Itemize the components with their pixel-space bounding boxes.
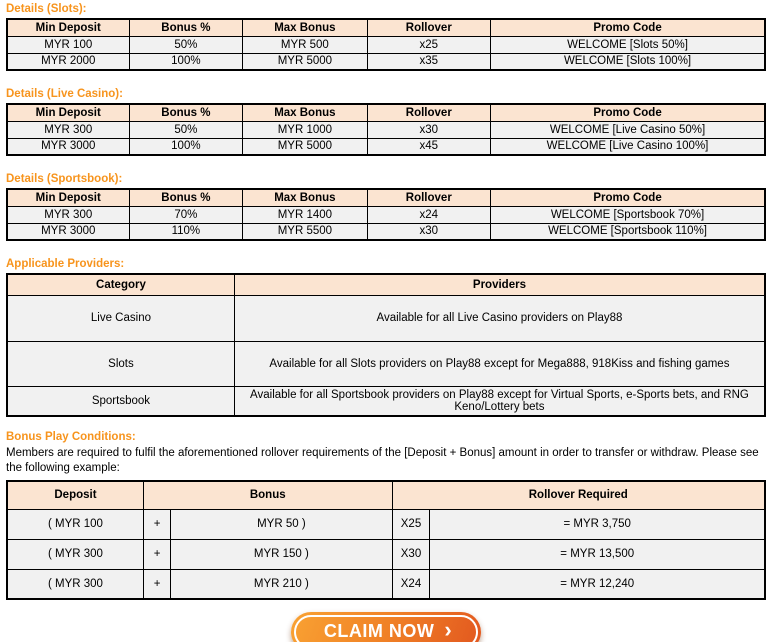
- sportsbook-details-section: [6, 173, 766, 241]
- providers-table: [6, 273, 766, 417]
- cell-min-deposit: MYR 3000: [7, 223, 129, 240]
- table-row: [7, 539, 765, 569]
- header-bonus: Bonus: [143, 481, 392, 509]
- table-header-row: [7, 104, 765, 121]
- header-rollover-required: Rollover Required: [392, 481, 765, 509]
- chevron-right-icon: ›: [444, 617, 453, 642]
- table-row: [7, 569, 765, 599]
- cell-deposit: ( MYR 100: [7, 509, 143, 539]
- cell-min-deposit: MYR 300: [7, 121, 129, 138]
- header-rollover: Rollover: [367, 189, 491, 206]
- header-min-deposit: Min Deposit: [7, 19, 129, 36]
- cell-bonus-amount: MYR 50 ): [171, 509, 392, 539]
- claim-now-inner: [294, 615, 478, 642]
- header-rollover: Rollover: [367, 19, 491, 36]
- cell-rollover: x25: [367, 36, 491, 53]
- section-heading-bonus-conditions: Bonus Play Conditions:: [6, 431, 136, 443]
- cell-rollover: x30: [367, 223, 491, 240]
- table-row: [7, 509, 765, 539]
- cell-bonus-percent: 100%: [129, 138, 243, 155]
- cell-max-bonus: MYR 5000: [243, 138, 367, 155]
- table-row: [7, 121, 765, 138]
- cell-rollover: x30: [367, 121, 491, 138]
- cell-plus-sign: +: [143, 509, 170, 539]
- table-row: [7, 138, 765, 155]
- table-header-row: [7, 189, 765, 206]
- cell-rollover-total: = MYR 3,750: [430, 509, 765, 539]
- header-providers: Providers: [234, 274, 765, 295]
- cell-multiplier: X30: [392, 539, 430, 569]
- section-heading-live-casino: Details (Live Casino):: [6, 88, 123, 100]
- table-row: [7, 341, 765, 386]
- table-row: [7, 36, 765, 53]
- cell-plus-sign: +: [143, 539, 170, 569]
- cell-promo-code: WELCOME [Sportsbook 110%]: [491, 223, 765, 240]
- cell-deposit: ( MYR 300: [7, 569, 143, 599]
- cell-bonus-amount: MYR 210 ): [171, 569, 392, 599]
- section-heading-sportsbook: Details (Sportsbook):: [6, 173, 123, 185]
- cell-max-bonus: MYR 1000: [243, 121, 367, 138]
- table-header-row: [7, 481, 765, 509]
- cell-max-bonus: MYR 5500: [243, 223, 367, 240]
- cell-bonus-amount: MYR 150 ): [171, 539, 392, 569]
- header-promo-code: Promo Code: [491, 104, 765, 121]
- section-heading-slots: Details (Slots):: [6, 3, 87, 15]
- cell-bonus-percent: 100%: [129, 53, 243, 70]
- cell-multiplier: X24: [392, 569, 430, 599]
- cell-multiplier: X25: [392, 509, 430, 539]
- cell-category: Sportsbook: [7, 386, 234, 416]
- cell-promo-code: WELCOME [Slots 100%]: [491, 53, 765, 70]
- table-row: [7, 223, 765, 240]
- cell-deposit: ( MYR 300: [7, 539, 143, 569]
- cell-rollover: x45: [367, 138, 491, 155]
- cell-max-bonus: MYR 500: [243, 36, 367, 53]
- section-heading-providers: Applicable Providers:: [6, 258, 125, 270]
- cell-providers: Available for all Live Casino providers on Play88: [234, 295, 765, 341]
- sportsbook-details-table: [6, 188, 766, 241]
- cell-promo-code: WELCOME [Slots 50%]: [491, 36, 765, 53]
- live-casino-details-table: [6, 103, 766, 156]
- cell-min-deposit: MYR 3000: [7, 138, 129, 155]
- header-min-deposit: Min Deposit: [7, 189, 129, 206]
- table-row: [7, 295, 765, 341]
- claim-now-button[interactable]: [291, 612, 481, 642]
- table-header-row: [7, 19, 765, 36]
- applicable-providers-section: [6, 258, 766, 417]
- live-casino-details-section: [6, 88, 766, 156]
- header-rollover: Rollover: [367, 104, 491, 121]
- bonus-play-conditions-section: [6, 431, 766, 600]
- cell-min-deposit: MYR 100: [7, 36, 129, 53]
- cell-category: Slots: [7, 341, 234, 386]
- cell-rollover: x24: [367, 206, 491, 223]
- cell-providers: Available for all Sportsbook providers on Play88 except for Virtual Sports, e-Sports bets, and RNG Keno/Lottery bets: [234, 386, 765, 416]
- cell-max-bonus: MYR 1400: [243, 206, 367, 223]
- cell-plus-sign: +: [143, 569, 170, 599]
- cell-min-deposit: MYR 300: [7, 206, 129, 223]
- claim-now-label: CLAIM NOW: [323, 621, 435, 641]
- header-promo-code: Promo Code: [491, 189, 765, 206]
- cell-promo-code: WELCOME [Sportsbook 70%]: [491, 206, 765, 223]
- cell-max-bonus: MYR 5000: [243, 53, 367, 70]
- claim-now-container: [6, 612, 766, 642]
- table-row: [7, 386, 765, 416]
- slots-details-table: [6, 18, 766, 71]
- cell-bonus-percent: 50%: [129, 36, 243, 53]
- cell-bonus-percent: 70%: [129, 206, 243, 223]
- cell-promo-code: WELCOME [Live Casino 100%]: [491, 138, 765, 155]
- header-max-bonus: Max Bonus: [243, 189, 367, 206]
- header-max-bonus: Max Bonus: [243, 19, 367, 36]
- rollover-example-table: [6, 480, 766, 600]
- cell-category: Live Casino: [7, 295, 234, 341]
- header-max-bonus: Max Bonus: [243, 104, 367, 121]
- header-bonus-percent: Bonus %: [129, 19, 243, 36]
- cell-bonus-percent: 50%: [129, 121, 243, 138]
- header-min-deposit: Min Deposit: [7, 104, 129, 121]
- cell-min-deposit: MYR 2000: [7, 53, 129, 70]
- header-bonus-percent: Bonus %: [129, 189, 243, 206]
- cell-providers: Available for all Slots providers on Play88 except for Mega888, 918Kiss and fishing games: [234, 341, 765, 386]
- conditions-paragraph: Members are required to fulfil the aforementioned rollover requirements of the [Deposit + Bonus] amount in order to transfer or withdraw. Please see the following example:: [6, 447, 759, 474]
- cell-bonus-percent: 110%: [129, 223, 243, 240]
- header-category: Category: [7, 274, 234, 295]
- table-row: [7, 53, 765, 70]
- cell-promo-code: WELCOME [Live Casino 50%]: [491, 121, 765, 138]
- table-header-row: [7, 274, 765, 295]
- header-deposit: Deposit: [7, 481, 143, 509]
- header-bonus-percent: Bonus %: [129, 104, 243, 121]
- slots-details-section: [6, 3, 766, 71]
- cell-rollover-total: = MYR 13,500: [430, 539, 765, 569]
- header-promo-code: Promo Code: [491, 19, 765, 36]
- table-row: [7, 206, 765, 223]
- cell-rollover: x35: [367, 53, 491, 70]
- cell-rollover-total: = MYR 12,240: [430, 569, 765, 599]
